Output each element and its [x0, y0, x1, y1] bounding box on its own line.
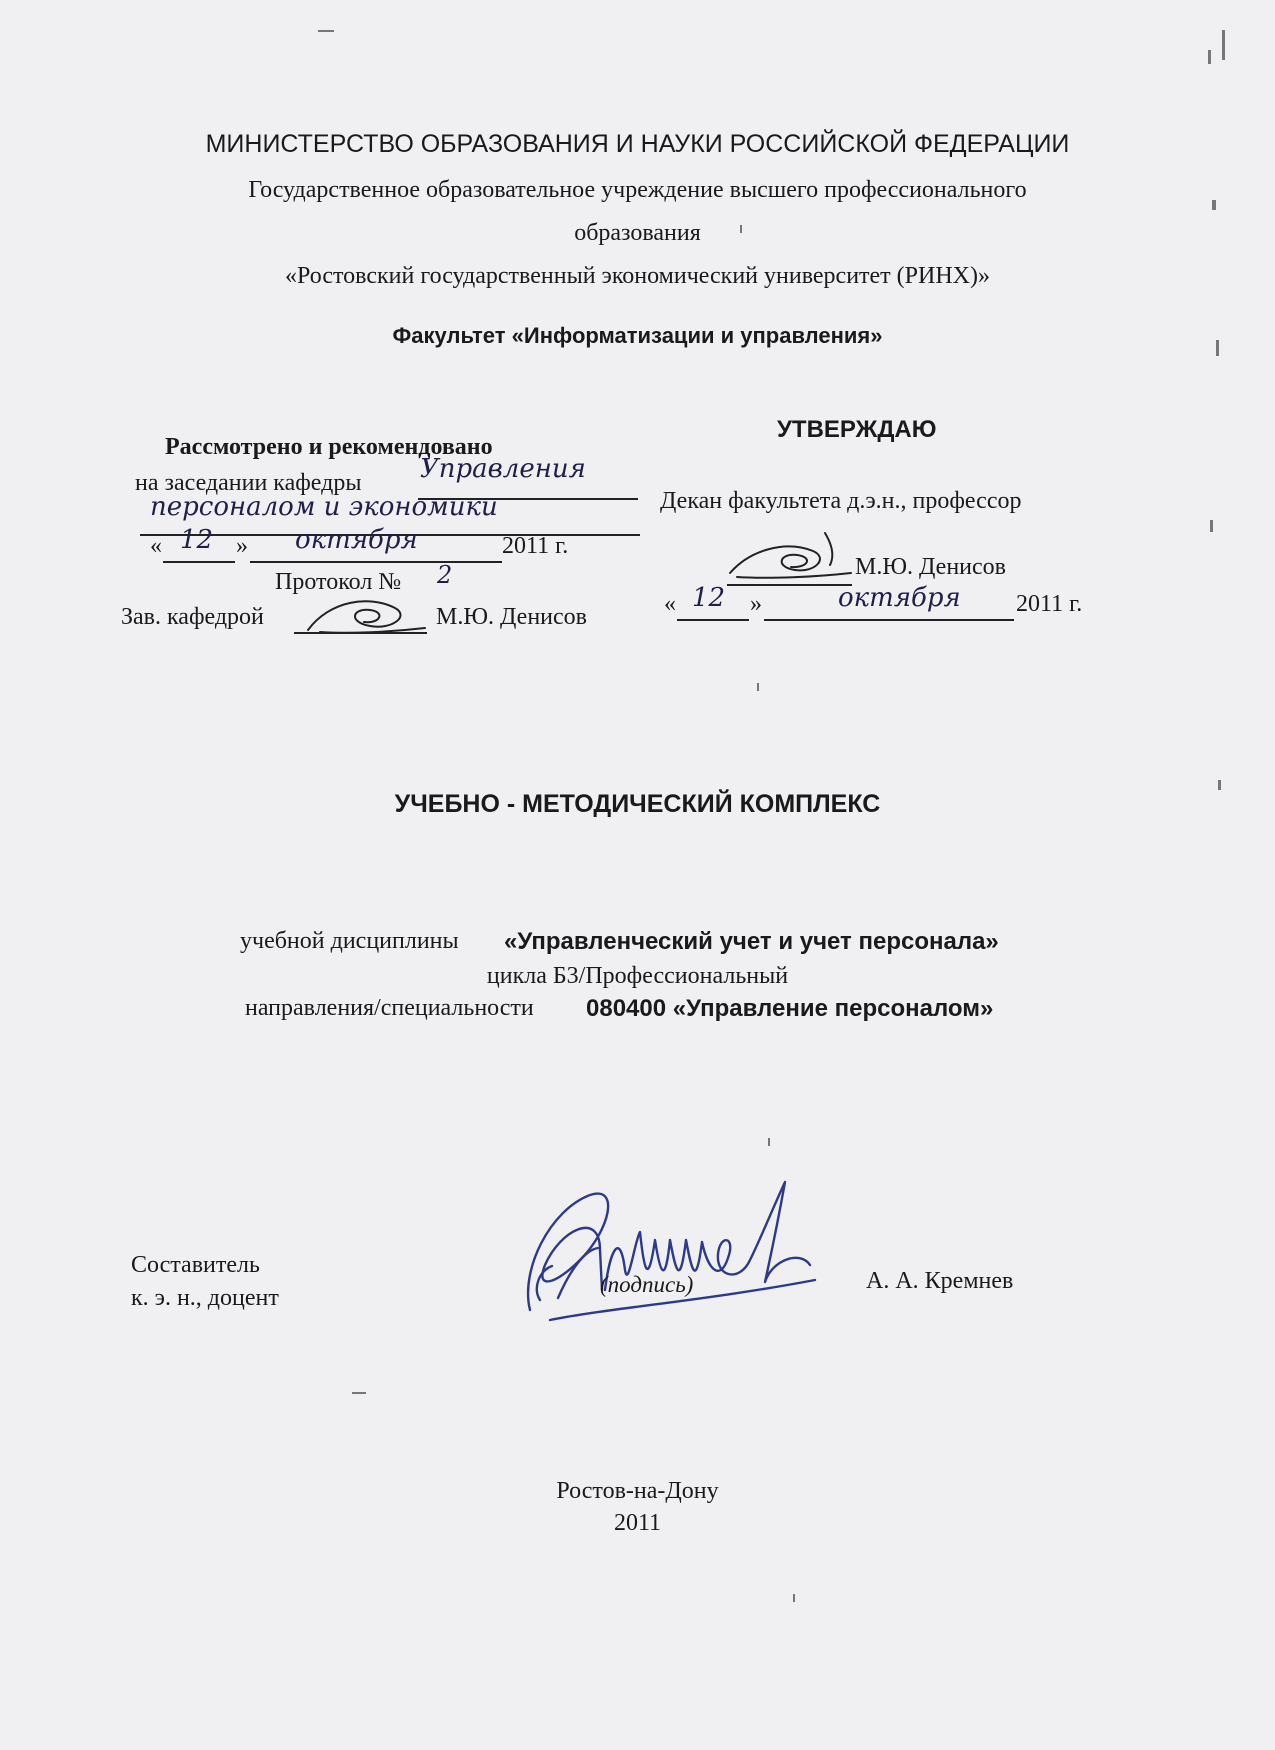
scan-speck: [768, 1138, 770, 1146]
author-signature: [510, 1170, 830, 1330]
head-signature: [300, 590, 430, 640]
right-date-year: 2011 г.: [1016, 591, 1083, 617]
author-degree: к. э. н., доцент: [131, 1285, 279, 1311]
author-name: А. А. Кремнев: [866, 1268, 1014, 1294]
scan-speck: [318, 30, 334, 32]
right-date-open: «: [664, 591, 676, 617]
head-name: М.Ю. Денисов: [436, 604, 587, 630]
scan-speck: [793, 1594, 795, 1602]
department-handwritten-1: Управления: [420, 454, 586, 484]
left-date-day: 12: [180, 525, 214, 555]
scan-speck: [352, 1392, 366, 1394]
discipline-name: «Управленческий учет и учет персонала»: [504, 928, 999, 955]
dean-label: Декан факультета д.э.н., профессор: [660, 488, 1022, 514]
scan-speck: [1222, 30, 1225, 60]
right-date-day: 12: [692, 583, 726, 613]
dean-name: М.Ю. Денисов: [855, 554, 1006, 580]
head-label: Зав. кафедрой: [121, 604, 264, 630]
city: Ростов-на-Дону: [556, 1478, 719, 1504]
left-month-line: [250, 561, 502, 563]
year: 2011: [613, 1510, 662, 1536]
author-role: Составитель: [131, 1252, 260, 1278]
right-month-line: [764, 619, 1014, 621]
right-day-line: [677, 619, 749, 621]
direction-prefix: направления/специальности: [245, 995, 534, 1021]
faculty-name: Факультет «Информатизации и управления»: [392, 323, 883, 348]
approval-right-title: УТВЕРЖДАЮ: [777, 416, 937, 443]
scan-speck: [757, 683, 759, 691]
protocol-label: Протокол №: [275, 569, 402, 595]
institution-line-1: Государственное образовательное учреждение высшего профессионального: [248, 177, 1027, 203]
discipline-cycle: цикла Б3/Профессиональный: [486, 963, 789, 989]
dean-signature: [725, 525, 855, 585]
right-date-month: октября: [838, 583, 961, 613]
ministry-title: МИНИСТЕРСТВО ОБРАЗОВАНИЯ И НАУКИ РОССИЙСКОЙ ФЕДЕРАЦИИ: [205, 130, 1070, 158]
scan-speck: [1210, 520, 1213, 532]
left-date-mid: »: [236, 533, 248, 559]
right-date-mid: »: [750, 591, 762, 617]
department-handwritten-2: персоналом и экономики: [150, 492, 498, 522]
direction-name: 080400 «Управление персоналом»: [586, 995, 994, 1022]
left-day-line: [163, 561, 235, 563]
university-name: «Ростовский государственный экономический университет (РИНХ)»: [285, 263, 990, 289]
left-date-open: «: [150, 533, 162, 559]
meeting-label: на заседании кафедры: [135, 470, 362, 496]
protocol-number: 2: [437, 561, 453, 589]
discipline-prefix: учебной дисциплины: [240, 928, 459, 954]
scan-speck: [1208, 50, 1211, 64]
approval-left-title: Рассмотрено и рекомендовано: [165, 434, 493, 460]
document-title: УЧЕБНО - МЕТОДИЧЕСКИЙ КОМПЛЕКС: [394, 790, 881, 818]
signature-caption: (подпись): [600, 1272, 694, 1297]
institution-line-2: образования: [574, 220, 701, 246]
scan-speck: [1218, 780, 1221, 790]
left-date-month: октября: [295, 525, 418, 555]
left-date-year: 2011 г.: [502, 533, 569, 559]
